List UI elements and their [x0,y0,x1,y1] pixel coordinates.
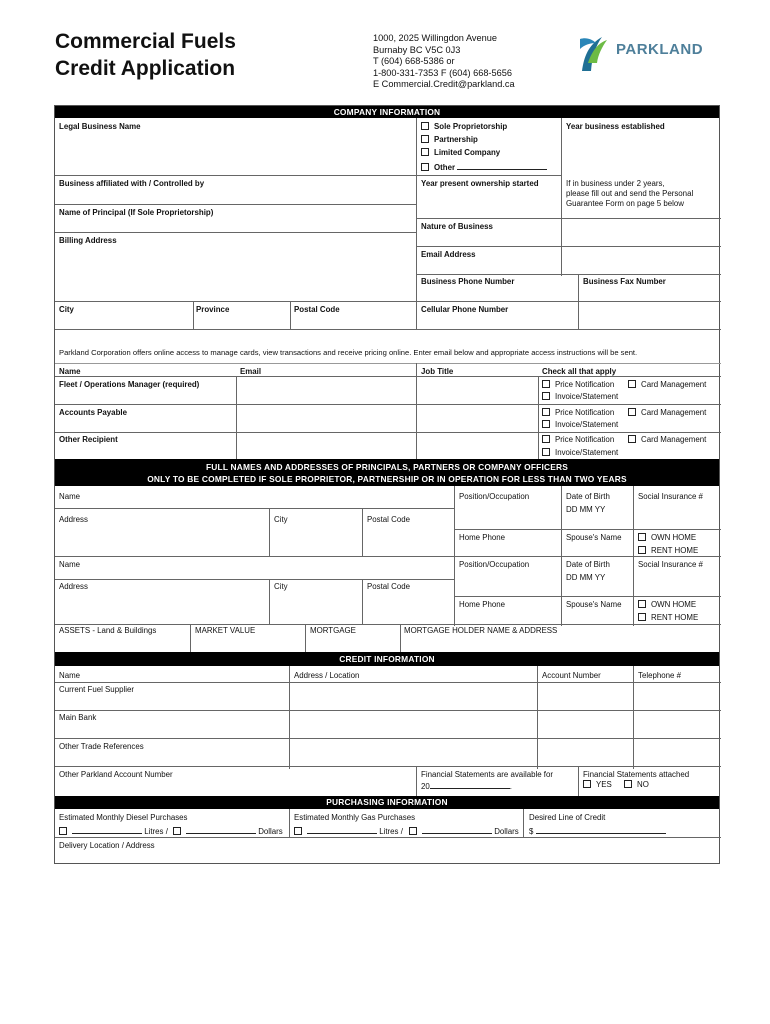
parkland-logo [578,33,723,73]
diesel-dollars-field[interactable]: Dollars [173,825,283,837]
limited-company-checkbox[interactable]: Limited Company [421,148,500,158]
title-line-1: Commercial Fuels [55,30,236,53]
row3-invoice-statement-checkbox[interactable]: Invoice/Statement [542,448,618,458]
principal2-city-label: City [274,582,288,591]
credit-application-form [54,105,720,864]
assets-label: ASSETS - Land & Buildings [59,626,157,635]
cellular-phone-label: Cellular Phone Number [421,305,509,314]
nature-of-business-label: Nature of Business [421,222,493,231]
under-two-years-note-2: please fill out and send the Personal [566,189,694,198]
credit-line-label: Desired Line of Credit [529,813,606,822]
principal1-position-label: Position/Occupation [459,492,530,501]
credit-address-label: Address / Location [294,671,360,680]
address-line: Burnaby BC V5C 0J3 [373,44,461,55]
logo-wordmark: PARKLAND [616,41,704,58]
principal1-home-phone-label: Home Phone [459,533,506,542]
page-title [55,28,236,82]
diesel-purchases-label: Estimated Monthly Diesel Purchases [59,813,188,822]
affiliated-label: Business affiliated with / Controlled by [59,179,205,188]
credit-telephone-label: Telephone # [638,671,681,680]
credit-name-label: Name [59,671,81,680]
row1-price-notification-checkbox[interactable]: Price Notification [542,380,614,390]
year-ownership-label: Year present ownership started [421,179,539,188]
financial-attached-label: Financial Statements attached [583,770,690,779]
phone-line: T (604) 668-5386 or [373,56,455,67]
province-label: Province [196,305,230,314]
fleet-manager-label: Fleet / Operations Manager (required) [59,380,200,389]
principal2-address-label: Address [59,582,88,591]
row2-price-notification-checkbox[interactable]: Price Notification [542,408,614,418]
business-fax-label: Business Fax Number [583,277,666,286]
principal1-rent-home-checkbox[interactable]: RENT HOME [638,546,698,556]
gas-purchases-label: Estimated Monthly Gas Purchases [294,813,416,822]
contact-address [373,33,515,91]
gas-litres-field[interactable]: Litres / [294,825,403,837]
principal1-city-label: City [274,515,288,524]
row1-invoice-statement-checkbox[interactable]: Invoice/Statement [542,392,618,402]
phone-fax-line: 1-800-331-7353 F (604) 668-5656 [373,67,512,78]
row2-card-management-checkbox[interactable]: Card Management [628,408,706,418]
other-recipient-label: Other Recipient [59,435,118,444]
principals-heading-line-2: ONLY TO BE COMPLETED IF SOLE PROPRIETOR, PARTNERSHIP OR IN OPERATION FOR LESS THAN TWO YEARS [147,474,627,484]
financial-attached-no-checkbox[interactable]: NO [624,780,649,790]
email-address-label: Email Address [421,250,476,259]
other-checkbox[interactable]: Other [421,161,547,173]
principals-heading [55,459,719,486]
credit-info-heading: CREDIT INFORMATION [55,652,719,666]
principal1-dob-format: DD MM YY [566,505,606,514]
principal2-rent-home-checkbox[interactable]: RENT HOME [638,613,698,623]
gas-dollars-field[interactable]: Dollars [409,825,519,837]
under-two-years-note-1: If in business under 2 years, [566,179,665,188]
online-col-job-title: Job Title [421,367,454,376]
business-phone-label: Business Phone Number [421,277,515,286]
trade-references-label: Other Trade References [59,742,144,751]
billing-address-label: Billing Address [59,236,117,245]
address-line: 1000, 2025 Willingdon Avenue [373,33,497,43]
legal-business-name-label: Legal Business Name [59,122,141,131]
principal2-sin-label: Social Insurance # [638,560,703,569]
principal1-sin-label: Social Insurance # [638,492,703,501]
principal1-postal-label: Postal Code [367,515,410,524]
other-account-label: Other Parkland Account Number [59,770,173,779]
sole-proprietorship-checkbox[interactable]: Sole Proprietorship [421,122,507,132]
mortgage-label: MORTGAGE [310,626,356,635]
market-value-label: MARKET VALUE [195,626,256,635]
principal1-spouse-label: Spouse's Name [566,533,622,542]
year-established-label: Year business established [566,122,665,131]
accounts-payable-label: Accounts Payable [59,408,127,417]
diesel-litres-field[interactable]: Litres / [59,825,168,837]
email-line: E Commercial.Credit@parkland.ca [373,79,515,90]
purchasing-info-heading: PURCHASING INFORMATION [55,796,719,809]
online-col-name: Name [59,367,81,376]
principal2-dob-format: DD MM YY [566,573,606,582]
delivery-location-label: Delivery Location / Address [59,841,155,850]
row2-invoice-statement-checkbox[interactable]: Invoice/Statement [542,420,618,430]
row3-price-notification-checkbox[interactable]: Price Notification [542,435,614,445]
main-bank-label: Main Bank [59,713,97,722]
row3-card-management-checkbox[interactable]: Card Management [628,435,706,445]
partnership-checkbox[interactable]: Partnership [421,135,478,145]
online-col-email: Email [240,367,262,376]
online-access-note: Parkland Corporation offers online access to manage cards, view transactions and receive pricing online. Enter email below and appropriate access instructions will be sent. [59,348,638,357]
under-two-years-note-3: Guarantee Form on page 5 below [566,199,684,208]
principal1-dob-label: Date of Birth [566,492,610,501]
principal1-address-label: Address [59,515,88,524]
principal2-postal-label: Postal Code [367,582,410,591]
principal2-spouse-label: Spouse's Name [566,600,622,609]
principal2-own-home-checkbox[interactable]: OWN HOME [638,600,696,610]
credit-account-label: Account Number [542,671,601,680]
principals-heading-line-1: FULL NAMES AND ADDRESSES OF PRINCIPALS, PARTNERS OR COMPANY OFFICERS [205,462,569,472]
principal2-position-label: Position/Occupation [459,560,530,569]
mortgage-holder-label: MORTGAGE HOLDER NAME & ADDRESS [404,626,558,635]
financial-available-year: 20 . [421,782,512,791]
financial-attached-yes-checkbox[interactable]: YES [583,780,612,790]
principal2-name-label: Name [59,560,81,569]
title-line-2: Credit Application [55,57,236,80]
company-info-heading: COMPANY INFORMATION [55,106,719,118]
principal-name-label: Name of Principal (If Sole Proprietorship) [59,208,214,217]
fuel-supplier-label: Current Fuel Supplier [59,685,134,694]
online-col-check: Check all that apply [542,367,617,376]
parkland-logo-icon [578,33,608,73]
financial-available-label: Financial Statements are available for [421,770,554,779]
principal1-own-home-checkbox[interactable]: OWN HOME [638,533,696,543]
principal2-home-phone-label: Home Phone [459,600,506,609]
row1-card-management-checkbox[interactable]: Card Management [628,380,706,390]
principal1-name-label: Name [59,492,81,501]
city-label: City [59,305,74,314]
principal2-dob-label: Date of Birth [566,560,610,569]
postal-code-label: Postal Code [294,305,340,314]
credit-line-field[interactable]: $ [529,825,666,837]
